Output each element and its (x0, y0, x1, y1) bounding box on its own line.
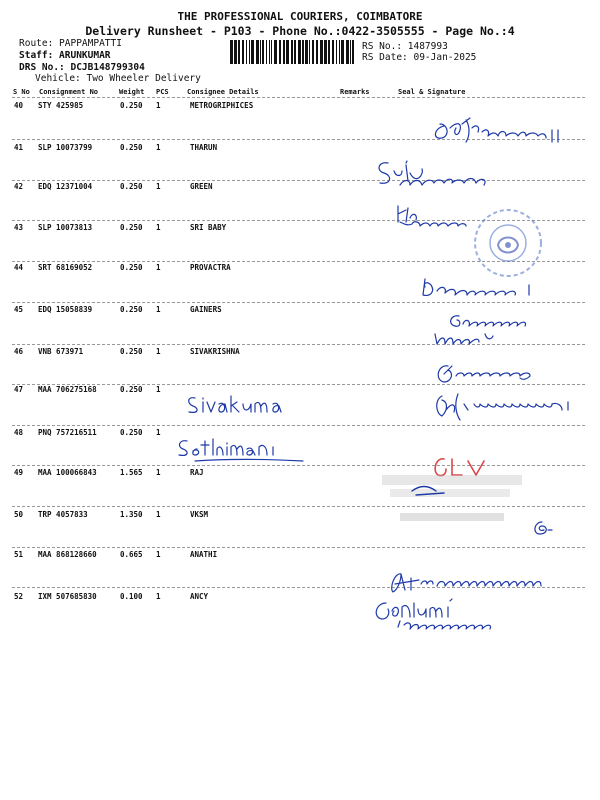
rs-date: RS Date: 09-Jan-2025 (362, 52, 477, 63)
rs-number: RS No.: 1487993 (362, 41, 448, 52)
row-pcs: 1 (156, 550, 161, 559)
row-sno: 41 (14, 143, 24, 152)
signature-51 (365, 566, 565, 600)
col-consignment: Consignment No (39, 88, 99, 96)
row-divider (12, 425, 585, 426)
row-pcs: 1 (156, 101, 161, 110)
row-weight: 1.350 (120, 510, 143, 519)
row-weight: 0.250 (120, 223, 143, 232)
row-sno: 50 (14, 510, 24, 519)
row-weight: 1.565 (120, 468, 143, 477)
row-consignee: VKSM (190, 510, 209, 519)
col-pcs: PCS (156, 88, 169, 96)
row-pcs: 1 (156, 468, 161, 477)
vehicle-label: Vehicle: Two Wheeler Delivery (35, 73, 201, 84)
row-pcs: 1 (156, 347, 161, 356)
header-divider (12, 97, 585, 98)
col-sno: S No (13, 88, 30, 96)
row-sno: 47 (14, 385, 24, 394)
row-pcs: 1 (156, 592, 161, 601)
office-seal-stamp (470, 205, 546, 281)
row-pcs: 1 (156, 223, 161, 232)
col-seal-signature: Seal & Signature (398, 88, 466, 96)
signature-52 (370, 597, 540, 637)
row-consignment-no: SLP 10073813 (38, 223, 93, 232)
row-weight: 0.250 (120, 385, 143, 394)
signature-45 (425, 310, 550, 348)
row-pcs: 1 (156, 305, 161, 314)
row-consignee: ANCY (190, 592, 209, 601)
row-weight: 0.665 (120, 550, 143, 559)
row-sno: 40 (14, 101, 24, 110)
row-consignment-no: PNQ 757216511 (38, 428, 97, 437)
row-consignment-no: EDQ 15058839 (38, 305, 93, 314)
row-weight: 0.250 (120, 347, 143, 356)
row-weight: 0.250 (120, 101, 143, 110)
row-consignee: GAINERS (190, 305, 222, 314)
row-weight: 0.250 (120, 428, 143, 437)
row-consignment-no: MAA 868128660 (38, 550, 97, 559)
row-consignment-no: IXM 507685830 (38, 592, 97, 601)
row-weight: 0.250 (120, 263, 143, 272)
signature-48-name (175, 435, 305, 467)
row-weight: 0.250 (120, 143, 143, 152)
company-title: THE PROFESSIONAL COURIERS, COIMBATORE (177, 10, 423, 23)
row-consignee: SIVAKRISHNA (190, 347, 240, 356)
row-consignment-no: MAA 706275168 (38, 385, 97, 394)
col-consignee: Consignee Details (187, 88, 259, 96)
row-sno: 46 (14, 347, 24, 356)
row-consignee: ANATHI (190, 550, 218, 559)
row-consignment-no: TRP 4057833 (38, 510, 88, 519)
runsheet-subtitle: Delivery Runsheet - P103 - Phone No.:0422-3505555 - Page No.:4 (85, 24, 515, 38)
signature-41 (372, 155, 502, 191)
signature-42 (392, 200, 482, 230)
row-pcs: 1 (156, 385, 161, 394)
row-sno: 43 (14, 223, 24, 232)
row-sno: 45 (14, 305, 24, 314)
barcode (230, 40, 356, 64)
row-weight: 0.250 (120, 182, 143, 191)
row-consignee: GREEN (190, 182, 213, 191)
staff-label: Staff: ARUNKUMAR (19, 50, 111, 61)
signature-47 (430, 390, 590, 424)
col-remarks: Remarks (340, 88, 370, 96)
row-sno: 42 (14, 182, 24, 191)
row-consignment-no: STY 425985 (38, 101, 84, 110)
row-consignment-no: VNB 673971 (38, 347, 84, 356)
row-sno: 52 (14, 592, 24, 601)
row-sno: 51 (14, 550, 24, 559)
signature-46 (430, 358, 540, 388)
row-consignee: THARUN (190, 143, 218, 152)
row-weight: 0.250 (120, 305, 143, 314)
row-consignee: PROVACTRA (190, 263, 231, 272)
col-weight: Weight (119, 88, 145, 96)
row-pcs: 1 (156, 510, 161, 519)
row-consignee: METROGRIPHICES (190, 101, 254, 110)
row-consignee: SRI BABY (190, 223, 227, 232)
signature-50-mark (530, 518, 554, 538)
company-rubber-stamp (372, 455, 532, 525)
signature-40 (426, 112, 586, 148)
row-pcs: 1 (156, 182, 161, 191)
drs-label: DRS No.: DCJB148799304 (19, 62, 145, 73)
row-consignment-no: SRT 68169052 (38, 263, 93, 272)
row-sno: 49 (14, 468, 24, 477)
signature-47-name (185, 392, 290, 416)
row-divider (12, 547, 585, 548)
row-consignment-no: EDQ 12371004 (38, 182, 93, 191)
row-consignee: RAJ (190, 468, 204, 477)
row-weight: 0.100 (120, 592, 143, 601)
row-consignment-no: MAA 100066843 (38, 468, 97, 477)
row-consignment-no: SLP 10073799 (38, 143, 93, 152)
row-pcs: 1 (156, 143, 161, 152)
route-label: Route: PAPPAMPATTI (19, 38, 122, 49)
row-pcs: 1 (156, 263, 161, 272)
row-pcs: 1 (156, 428, 161, 437)
row-sno: 48 (14, 428, 24, 437)
row-sno: 44 (14, 263, 24, 272)
